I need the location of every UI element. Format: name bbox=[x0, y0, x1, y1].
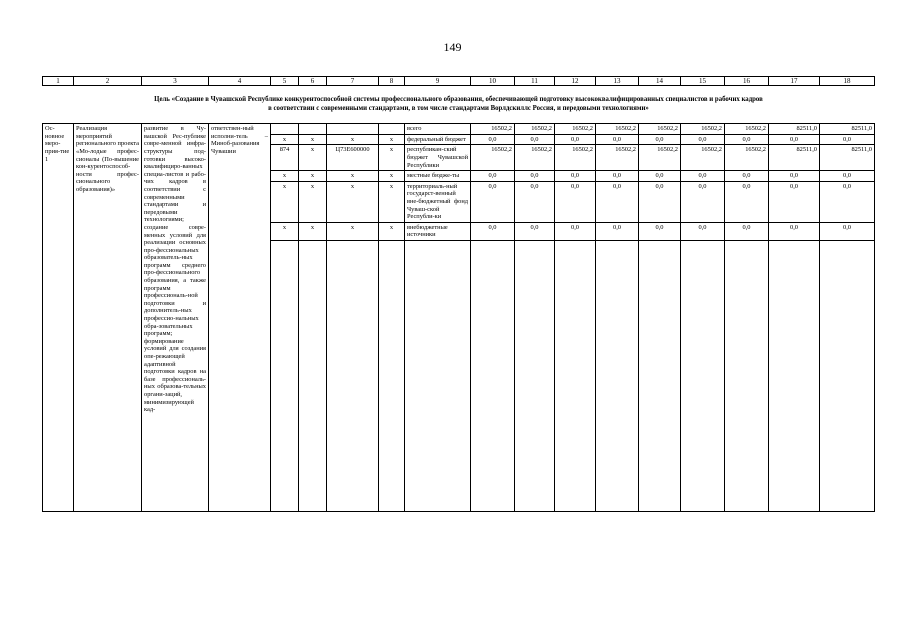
value-cell: 0,0 bbox=[769, 181, 820, 222]
value-cell: 0,0 bbox=[820, 222, 875, 240]
value-cell: 16502,2 bbox=[725, 145, 769, 171]
value-cell: 0,0 bbox=[725, 171, 769, 182]
code-section-cell: x bbox=[299, 145, 327, 171]
empty-cell bbox=[596, 240, 639, 511]
code-section-cell: x bbox=[299, 222, 327, 240]
value-cell: 0,0 bbox=[471, 181, 515, 222]
code-grbs-cell: 874 bbox=[271, 145, 299, 171]
code-grbs-cell bbox=[271, 124, 299, 135]
header-cell: 10 bbox=[471, 77, 515, 86]
code-type-cell: x bbox=[379, 171, 405, 182]
header-cell: 14 bbox=[639, 77, 681, 86]
value-cell: 0,0 bbox=[596, 222, 639, 240]
value-cell: 0,0 bbox=[639, 181, 681, 222]
header-cell: 1 bbox=[43, 77, 74, 86]
value-cell: 0,0 bbox=[596, 171, 639, 182]
value-cell: 0,0 bbox=[681, 222, 725, 240]
code-grbs-cell: x bbox=[271, 171, 299, 182]
value-cell: 16502,2 bbox=[639, 124, 681, 135]
empty-cell bbox=[820, 240, 875, 511]
value-cell: 0,0 bbox=[515, 134, 555, 145]
value-cell: 0,0 bbox=[820, 181, 875, 222]
value-cell: 0,0 bbox=[639, 134, 681, 145]
event-task-cell: развитие в Чу-вашской Рес-публике совре-менной инфра-структуры под-готовки высоко-квалифициро-ванных специа-листов и рабо-чих кадров в соответствии с современными стандартами и передовыми технологиями; создание совре-менных условий для реализации основных про-фессиональных образователь-ных программ среднего про-фессионального образования, а также программ профессиональ-ной подготовки и дополнитель-ных профессио-нальных обра-зовательных программ; формирование условий для создания опе-режающей адаптивной подготовки кадров на базе профессиональ-ных образова-тельных органи-заций, минимизирующей кад- bbox=[142, 124, 209, 512]
header-cell: 17 bbox=[769, 77, 820, 86]
value-cell: 0,0 bbox=[596, 134, 639, 145]
source-cell: всего bbox=[405, 124, 471, 135]
value-cell: 0,0 bbox=[725, 222, 769, 240]
value-cell: 0,0 bbox=[639, 171, 681, 182]
source-cell: республикан-ский бюджет Чувашской Республики bbox=[405, 145, 471, 171]
value-cell: 16502,2 bbox=[471, 145, 515, 171]
value-cell: 0,0 bbox=[681, 134, 725, 145]
code-section-cell: x bbox=[299, 134, 327, 145]
code-type-cell bbox=[379, 124, 405, 135]
empty-cell bbox=[327, 240, 379, 511]
responsible-cell: ответствен-ный исполни-тель – Миноб-разования Чувашии bbox=[209, 124, 271, 512]
header-cell: 12 bbox=[555, 77, 596, 86]
empty-cell bbox=[725, 240, 769, 511]
code-section-cell: x bbox=[299, 181, 327, 222]
empty-cell bbox=[379, 240, 405, 511]
empty-cell bbox=[271, 240, 299, 511]
value-cell: 16502,2 bbox=[471, 124, 515, 135]
empty-cell bbox=[515, 240, 555, 511]
value-cell: 0,0 bbox=[555, 222, 596, 240]
value-cell: 82511,0 bbox=[820, 124, 875, 135]
value-cell: 0,0 bbox=[555, 171, 596, 182]
code-target-cell: Ц73Е600000 bbox=[327, 145, 379, 171]
event-name-cell: Реализация мероприятий регионального проекта «Мо-лодые профес-сионалы (По-вышение кон-курентоспособ-ности профес-сионального образования)» bbox=[74, 124, 142, 512]
source-cell: федеральный бюджет bbox=[405, 134, 471, 145]
code-type-cell: x bbox=[379, 145, 405, 171]
value-cell: 16502,2 bbox=[596, 145, 639, 171]
code-target-cell: x bbox=[327, 171, 379, 182]
page-number: 149 bbox=[443, 40, 462, 54]
value-cell: 0,0 bbox=[555, 134, 596, 145]
header-cell: 16 bbox=[725, 77, 769, 86]
header-cell: 15 bbox=[681, 77, 725, 86]
code-type-cell: x bbox=[379, 134, 405, 145]
code-target-cell: x bbox=[327, 134, 379, 145]
source-cell: территориаль-ный государст-венный вне-бюджетный фонд Чуваш-ской Республи-ки bbox=[405, 181, 471, 222]
header-cell: 3 bbox=[142, 77, 209, 86]
header-cell: 6 bbox=[299, 77, 327, 86]
value-cell: 16502,2 bbox=[681, 124, 725, 135]
empty-cell bbox=[769, 240, 820, 511]
value-cell: 82511,0 bbox=[769, 124, 820, 135]
value-cell: 0,0 bbox=[471, 134, 515, 145]
event-number-cell: Ос-новное меро-прия-тие 1 bbox=[43, 124, 74, 512]
value-cell: 16502,2 bbox=[639, 145, 681, 171]
value-cell: 16502,2 bbox=[515, 145, 555, 171]
value-cell: 0,0 bbox=[769, 171, 820, 182]
source-cell: внебюджетные источники bbox=[405, 222, 471, 240]
value-cell: 0,0 bbox=[769, 134, 820, 145]
program-table bbox=[42, 76, 875, 512]
empty-cell bbox=[405, 240, 471, 511]
value-cell: 0,0 bbox=[769, 222, 820, 240]
column-number-header bbox=[43, 77, 875, 86]
header-cell: 11 bbox=[515, 77, 555, 86]
value-cell: 0,0 bbox=[820, 134, 875, 145]
header-cell: 18 bbox=[820, 77, 875, 86]
header-cell: 13 bbox=[596, 77, 639, 86]
value-cell: 0,0 bbox=[725, 181, 769, 222]
value-cell: 0,0 bbox=[515, 222, 555, 240]
empty-cell bbox=[555, 240, 596, 511]
code-target-cell bbox=[327, 124, 379, 135]
value-cell: 16502,2 bbox=[555, 145, 596, 171]
code-grbs-cell: x bbox=[271, 222, 299, 240]
value-cell: 0,0 bbox=[725, 134, 769, 145]
header-cell: 5 bbox=[271, 77, 299, 86]
value-cell: 0,0 bbox=[681, 181, 725, 222]
value-cell: 82511,0 bbox=[769, 145, 820, 171]
value-cell: 0,0 bbox=[681, 171, 725, 182]
value-cell: 16502,2 bbox=[555, 124, 596, 135]
empty-cell bbox=[471, 240, 515, 511]
code-grbs-cell: x bbox=[271, 181, 299, 222]
value-cell: 16502,2 bbox=[681, 145, 725, 171]
header-cell: 7 bbox=[327, 77, 379, 86]
code-grbs-cell: x bbox=[271, 134, 299, 145]
header-cell: 4 bbox=[209, 77, 271, 86]
code-section-cell: x bbox=[299, 171, 327, 182]
empty-cell bbox=[299, 240, 327, 511]
value-cell: 0,0 bbox=[471, 222, 515, 240]
code-type-cell: x bbox=[379, 181, 405, 222]
table-row bbox=[43, 124, 875, 135]
goal-line-1: Цель «Создание в Чувашской Республике конкурентоспособной системы профессионального образования, обеспечивающей подготовку высококвалифицированных специалистов и рабочих кадров bbox=[154, 96, 763, 103]
value-cell: 0,0 bbox=[555, 181, 596, 222]
value-cell: 0,0 bbox=[471, 171, 515, 182]
goal-line-2: в соответствии с современными стандартами, в том числе стандартами Ворлдскиллс Россия, и передовыми технологиями» bbox=[268, 104, 649, 112]
value-cell: 82511,0 bbox=[820, 145, 875, 171]
value-cell: 0,0 bbox=[596, 181, 639, 222]
empty-cell bbox=[639, 240, 681, 511]
value-cell: 16502,2 bbox=[515, 124, 555, 135]
empty-cell bbox=[681, 240, 725, 511]
value-cell: 0,0 bbox=[639, 222, 681, 240]
header-cell: 8 bbox=[379, 77, 405, 86]
value-cell: 16502,2 bbox=[725, 124, 769, 135]
value-cell: 0,0 bbox=[820, 171, 875, 182]
source-cell: местные бюдже-ты bbox=[405, 171, 471, 182]
value-cell: 0,0 bbox=[515, 171, 555, 182]
code-section-cell bbox=[299, 124, 327, 135]
goal-row bbox=[43, 86, 875, 124]
code-target-cell: x bbox=[327, 181, 379, 222]
value-cell: 0,0 bbox=[515, 181, 555, 222]
code-target-cell: x bbox=[327, 222, 379, 240]
header-cell: 9 bbox=[405, 77, 471, 86]
header-cell: 2 bbox=[74, 77, 142, 86]
value-cell: 16502,2 bbox=[596, 124, 639, 135]
code-type-cell: x bbox=[379, 222, 405, 240]
goal-cell bbox=[43, 86, 875, 124]
